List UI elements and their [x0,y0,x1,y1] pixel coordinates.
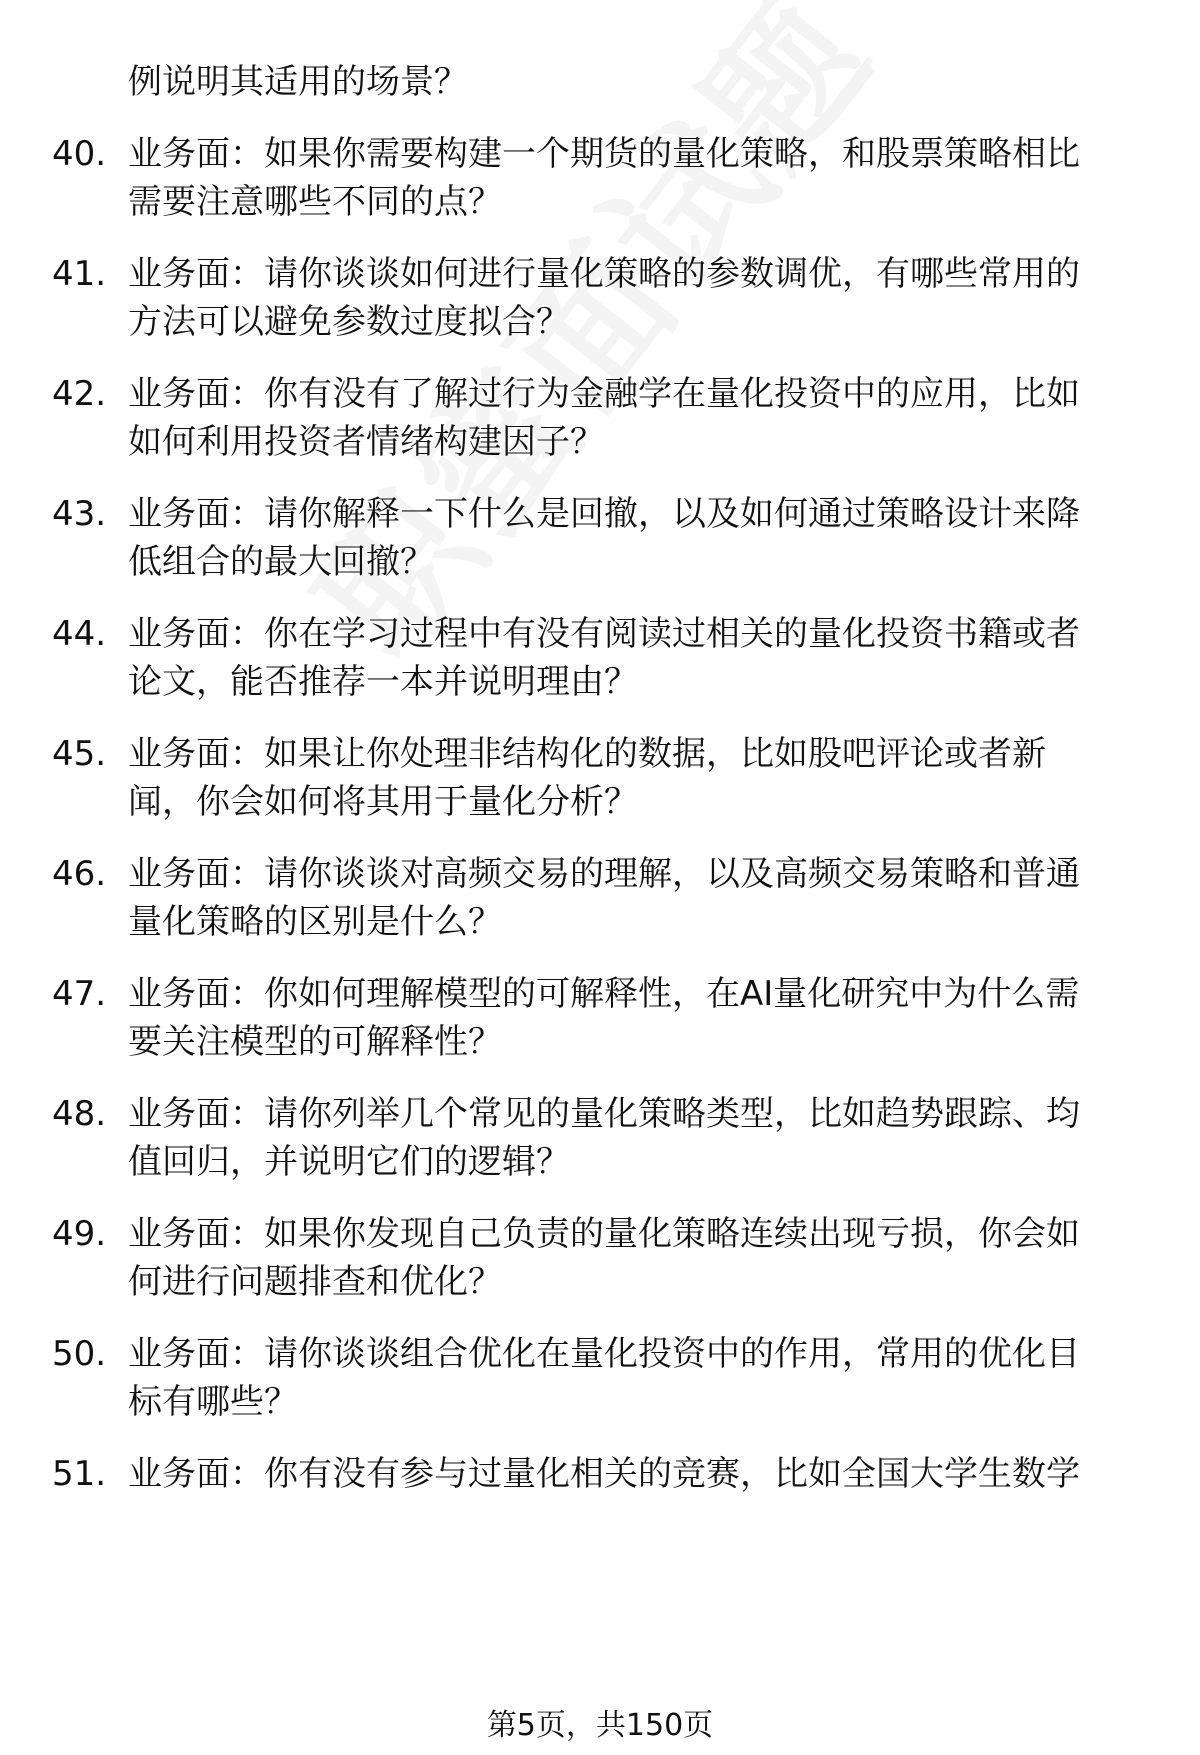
question-line: 业务面：请你谈谈对高频交易的理解，以及高频交易策略和普通 [128,854,1080,894]
question-number: 48. [52,1094,107,1134]
question-line: 业务面：如果你需要构建一个期货的量化策略，和股票策略相比 [128,134,1080,174]
question-number: 46. [52,854,107,894]
question-number: 42. [52,374,107,414]
question-line: 业务面：请你谈谈如何进行量化策略的参数调优，有哪些常用的 [128,254,1080,294]
continuation-line: 例说明其适用的场景？ [128,62,468,102]
question-line: 业务面：如果你发现自己负责的量化策略连续出现亏损，你会如 [128,1214,1080,1254]
question-line: 何进行问题排查和优化？ [128,1262,502,1302]
question-number: 41. [52,254,107,294]
question-number: 51. [52,1454,107,1494]
question-number: 43. [52,494,107,534]
question-number: 50. [52,1334,107,1374]
question-line: 如何利用投资者情绪构建因子？ [128,422,604,462]
question-line: 量化策略的区别是什么？ [128,902,502,942]
question-line: 标有哪些？ [128,1382,298,1422]
question-line: 业务面：请你列举几个常见的量化策略类型，比如趋势跟踪、均 [128,1094,1080,1134]
question-number: 49. [52,1214,107,1254]
question-number: 45. [52,734,107,774]
question-line: 论文，能否推荐一本并说明理由？ [128,662,638,702]
question-line: 闻，你会如何将其用于量化分析？ [128,782,638,822]
question-line: 业务面：请你谈谈组合优化在量化投资中的作用，常用的优化目 [128,1334,1080,1374]
page-footer: 第5页，共150页 [486,1708,714,1743]
question-line: 业务面：你有没有参与过量化相关的竞赛，比如全国大学生数学 [128,1454,1080,1494]
question-line: 业务面：请你解释一下什么是回撤，以及如何通过策略设计来降 [128,494,1080,534]
question-line: 要关注模型的可解释性？ [128,1022,502,1062]
question-line: 业务面：你如何理解模型的可解释性，在AI量化研究中为什么需 [128,974,1080,1014]
question-number: 47. [52,974,107,1014]
question-line: 业务面：如果让你处理非结构化的数据，比如股吧评论或者新 [128,734,1046,774]
question-line: 方法可以避免参数过度拟合？ [128,302,570,342]
question-line: 值回归，并说明它们的逻辑？ [128,1142,570,1182]
question-line: 需要注意哪些不同的点？ [128,182,502,222]
question-line: 低组合的最大回撤？ [128,542,434,582]
question-line: 业务面：你在学习过程中有没有阅读过相关的量化投资书籍或者 [128,614,1080,654]
question-line: 业务面：你有没有了解过行为金融学在量化投资中的应用，比如 [128,374,1080,414]
question-number: 40. [52,134,107,174]
question-number: 44. [52,614,107,654]
